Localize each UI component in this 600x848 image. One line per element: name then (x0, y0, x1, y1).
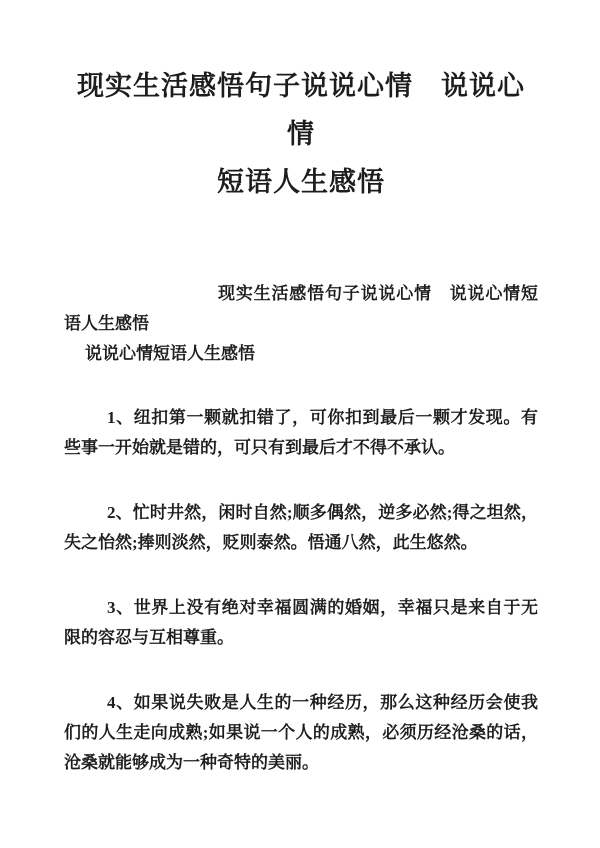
page-title-line-2: 短语人生感悟 (217, 167, 385, 197)
page-title-line-1: 现实生活感悟句子说说心情 说说心情 (77, 71, 525, 149)
page-title (64, 62, 538, 206)
quote-item-3: 3、世界上没有绝对幸福圆满的婚姻，幸福只是来自于无限的容忍与互相尊重。 (64, 598, 538, 647)
quote-item-2: 2、忙时井然，闲时自然;顺多偶然，逆多必然;得之坦然，失之怡然;捧则淡然，贬则泰然。悟通八然，此生悠然。 (64, 503, 538, 552)
quote-item-1: 1、纽扣第一颗就扣错了，可你扣到最后一颗才发现。有些事一开始就是错的，可只有到最后才不得不承认。 (64, 408, 538, 457)
intro-paragraph: 现实生活感悟句子说说心情 说说心情短语人生感悟 (64, 284, 538, 333)
quote-item-4: 4、如果说失败是人生的一种经历，那么这种经历会使我们的人生走向成熟;如果说一个人的成熟，必须历经沧桑的话，沧桑就能够成为一种奇特的美丽。 (64, 693, 538, 772)
subheading: 说说心情短语人生感悟 (85, 344, 255, 363)
